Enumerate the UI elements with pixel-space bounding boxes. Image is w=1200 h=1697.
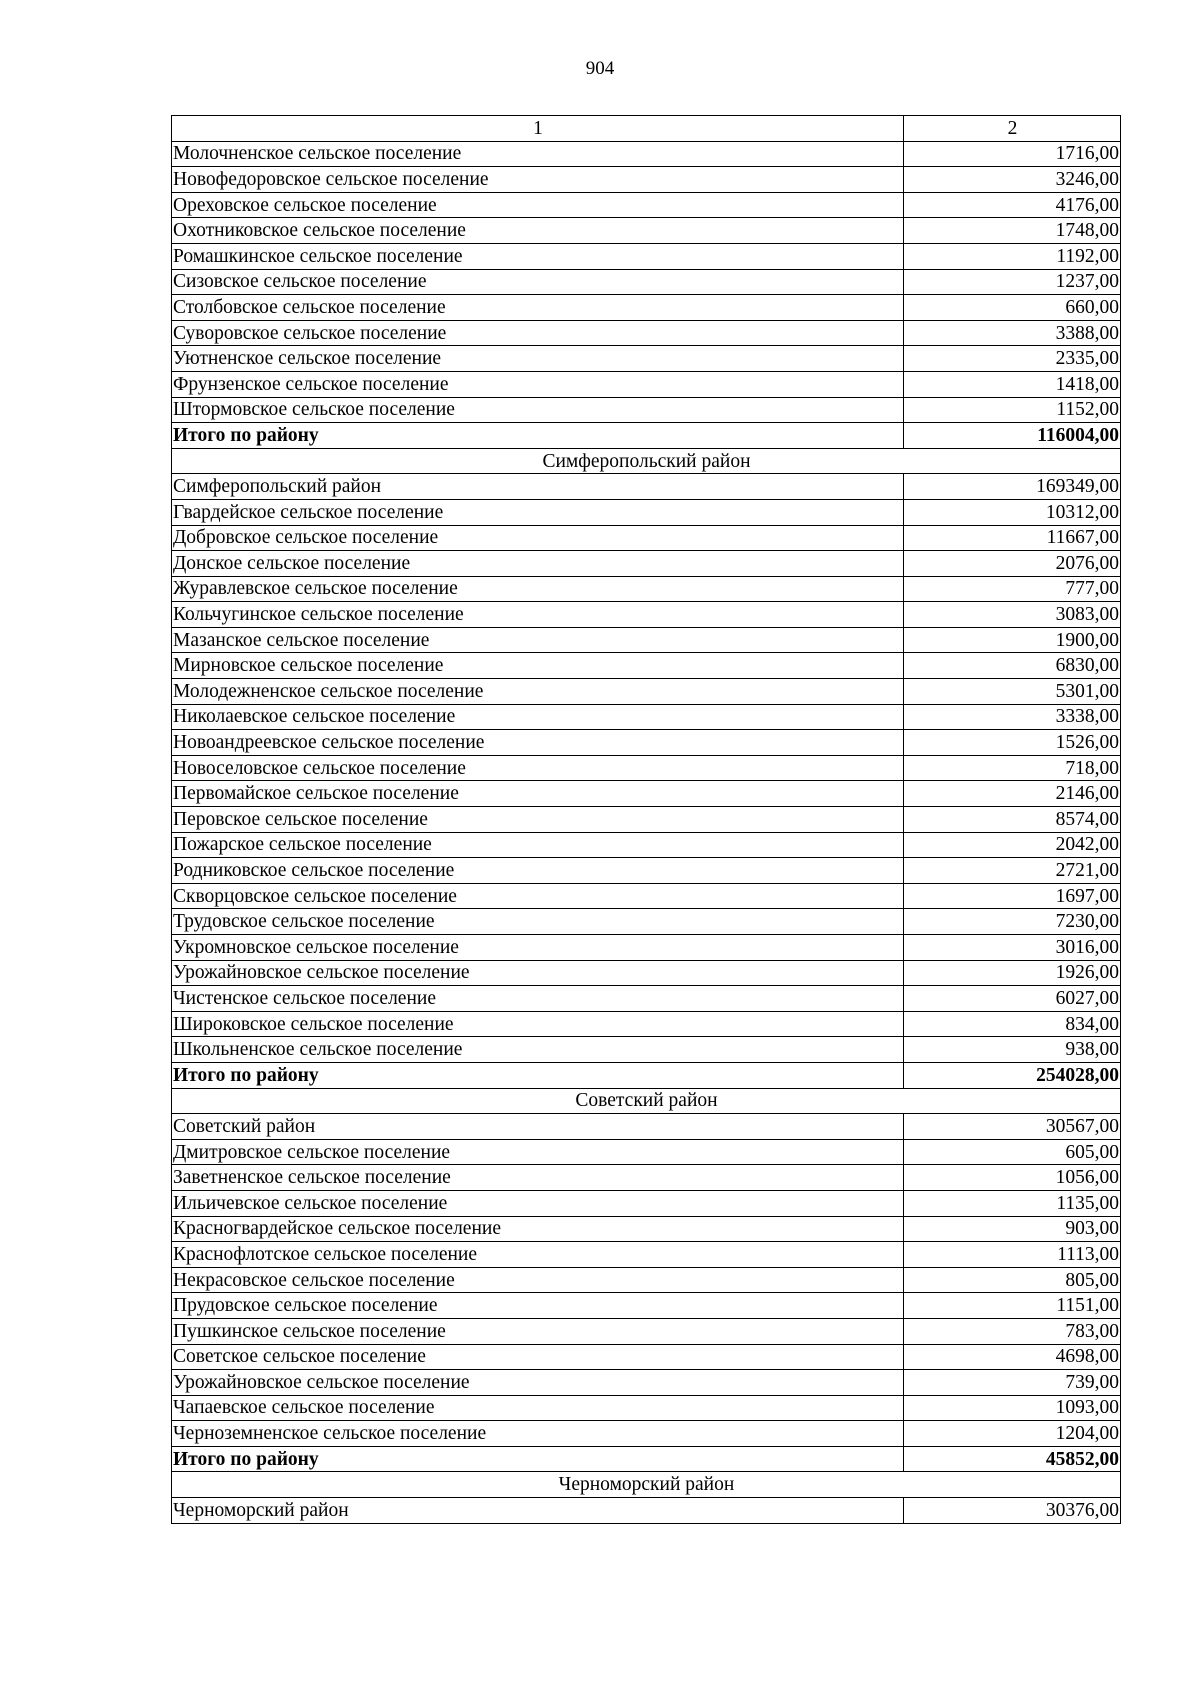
amount-value: 903,00 <box>904 1216 1121 1242</box>
settlement-name: Штормовское сельское поселение <box>172 397 904 423</box>
settlement-name: Журавлевское сельское поселение <box>172 576 904 602</box>
table-row <box>172 653 1121 679</box>
amount-value: 3246,00 <box>904 167 1121 193</box>
table-row <box>172 269 1121 295</box>
settlement-name: Столбовское сельское поселение <box>172 295 904 321</box>
table-row <box>172 167 1121 193</box>
amount-value: 3016,00 <box>904 935 1121 961</box>
settlement-name: Первомайское сельское поселение <box>172 781 904 807</box>
column-header-2: 2 <box>904 116 1121 142</box>
table-row <box>172 1498 1121 1524</box>
table-row <box>172 243 1121 269</box>
table-row <box>172 1216 1121 1242</box>
settlement-name: Фрунзенское сельское поселение <box>172 371 904 397</box>
settlement-name: Сизовское сельское поселение <box>172 269 904 295</box>
amount-value: 739,00 <box>904 1370 1121 1396</box>
settlement-name: Трудовское сельское поселение <box>172 909 904 935</box>
page-number: 904 <box>585 58 615 79</box>
table-row <box>172 1267 1121 1293</box>
table-row <box>172 730 1121 756</box>
total-amount: 45852,00 <box>904 1446 1121 1472</box>
amount-value: 1135,00 <box>904 1190 1121 1216</box>
amount-value: 718,00 <box>904 755 1121 781</box>
amount-value: 1056,00 <box>904 1165 1121 1191</box>
amount-value: 1204,00 <box>904 1421 1121 1447</box>
settlement-name: Охотниковское сельское поселение <box>172 218 904 244</box>
settlement-name: Мирновское сельское поселение <box>172 653 904 679</box>
table-row <box>172 909 1121 935</box>
settlement-name: Гвардейское сельское поселение <box>172 499 904 525</box>
amount-value: 7230,00 <box>904 909 1121 935</box>
amount-value: 783,00 <box>904 1318 1121 1344</box>
amount-value: 10312,00 <box>904 499 1121 525</box>
settlement-name: Урожайновское сельское поселение <box>172 960 904 986</box>
settlement-name: Новоандреевское сельское поселение <box>172 730 904 756</box>
amount-value: 30567,00 <box>904 1114 1121 1140</box>
district-section-title: Советский район <box>172 1088 1121 1114</box>
amount-value: 2721,00 <box>904 858 1121 884</box>
amount-value: 11667,00 <box>904 525 1121 551</box>
settlement-name: Советский район <box>172 1114 904 1140</box>
table-row <box>172 1293 1121 1319</box>
settlement-name: Симферопольский район <box>172 474 904 500</box>
table-row <box>172 346 1121 372</box>
settlement-name: Краснофлотское сельское поселение <box>172 1242 904 1268</box>
total-amount: 116004,00 <box>904 423 1121 449</box>
table-row <box>172 858 1121 884</box>
table-row <box>172 141 1121 167</box>
settlement-name: Родниковское сельское поселение <box>172 858 904 884</box>
table-row <box>172 499 1121 525</box>
section-header-row <box>172 448 1121 474</box>
budget-table <box>171 115 1121 1524</box>
settlement-name: Скворцовское сельское поселение <box>172 883 904 909</box>
settlement-name: Прудовское сельское поселение <box>172 1293 904 1319</box>
table-body <box>172 116 1121 1524</box>
table-row <box>172 679 1121 705</box>
settlement-name: Суворовское сельское поселение <box>172 320 904 346</box>
table-row <box>172 1139 1121 1165</box>
total-label: Итого по району <box>172 423 904 449</box>
settlement-name: Николаевское сельское поселение <box>172 704 904 730</box>
amount-value: 2076,00 <box>904 551 1121 577</box>
amount-value: 6830,00 <box>904 653 1121 679</box>
table-row <box>172 1421 1121 1447</box>
table-row <box>172 1190 1121 1216</box>
table-row <box>172 192 1121 218</box>
settlement-name: Молодежненское сельское поселение <box>172 679 904 705</box>
amount-value: 1748,00 <box>904 218 1121 244</box>
table-row <box>172 1165 1121 1191</box>
table-row <box>172 474 1121 500</box>
settlement-name: Новоселовское сельское поселение <box>172 755 904 781</box>
amount-value: 3338,00 <box>904 704 1121 730</box>
amount-value: 834,00 <box>904 1011 1121 1037</box>
amount-value: 3083,00 <box>904 602 1121 628</box>
table-row <box>172 320 1121 346</box>
settlement-name: Заветненское сельское поселение <box>172 1165 904 1191</box>
amount-value: 2042,00 <box>904 832 1121 858</box>
amount-value: 4176,00 <box>904 192 1121 218</box>
district-section-title: Симферопольский район <box>172 448 1121 474</box>
amount-value: 1418,00 <box>904 371 1121 397</box>
table-row <box>172 295 1121 321</box>
settlement-name: Ромашкинское сельское поселение <box>172 243 904 269</box>
table-row <box>172 551 1121 577</box>
settlement-name: Пушкинское сельское поселение <box>172 1318 904 1344</box>
amount-value: 1697,00 <box>904 883 1121 909</box>
amount-value: 3388,00 <box>904 320 1121 346</box>
settlement-name: Дмитровское сельское поселение <box>172 1139 904 1165</box>
table-row <box>172 525 1121 551</box>
amount-value: 1093,00 <box>904 1395 1121 1421</box>
table-row <box>172 704 1121 730</box>
amount-value: 805,00 <box>904 1267 1121 1293</box>
settlement-name: Донское сельское поселение <box>172 551 904 577</box>
settlement-name: Ореховское сельское поселение <box>172 192 904 218</box>
amount-value: 8574,00 <box>904 807 1121 833</box>
table-row <box>172 1344 1121 1370</box>
settlement-name: Советское сельское поселение <box>172 1344 904 1370</box>
table-row <box>172 1037 1121 1063</box>
table-row <box>172 1114 1121 1140</box>
amount-value: 1151,00 <box>904 1293 1121 1319</box>
settlement-name: Чистенское сельское поселение <box>172 986 904 1012</box>
settlement-name: Урожайновское сельское поселение <box>172 1370 904 1396</box>
amount-value: 1152,00 <box>904 397 1121 423</box>
total-row <box>172 1446 1121 1472</box>
amount-value: 6027,00 <box>904 986 1121 1012</box>
total-row <box>172 1062 1121 1088</box>
amount-value: 938,00 <box>904 1037 1121 1063</box>
amount-value: 1526,00 <box>904 730 1121 756</box>
table-row <box>172 1011 1121 1037</box>
table-row <box>172 807 1121 833</box>
table-row <box>172 602 1121 628</box>
settlement-name: Новофедоровское сельское поселение <box>172 167 904 193</box>
amount-value: 2335,00 <box>904 346 1121 372</box>
amount-value: 30376,00 <box>904 1498 1121 1524</box>
total-amount: 254028,00 <box>904 1062 1121 1088</box>
total-row <box>172 423 1121 449</box>
settlement-name: Некрасовское сельское поселение <box>172 1267 904 1293</box>
table-row <box>172 371 1121 397</box>
amount-value: 169349,00 <box>904 474 1121 500</box>
table-row <box>172 755 1121 781</box>
settlement-name: Молочненское сельское поселение <box>172 141 904 167</box>
amount-value: 1716,00 <box>904 141 1121 167</box>
settlement-name: Черноземненское сельское поселение <box>172 1421 904 1447</box>
amount-value: 2146,00 <box>904 781 1121 807</box>
table-row <box>172 986 1121 1012</box>
settlement-name: Красногвардейское сельское поселение <box>172 1216 904 1242</box>
table-row <box>172 397 1121 423</box>
settlement-name: Добровское сельское поселение <box>172 525 904 551</box>
section-header-row <box>172 1472 1121 1498</box>
settlement-name: Мазанское сельское поселение <box>172 627 904 653</box>
settlement-name: Ильичевское сельское поселение <box>172 1190 904 1216</box>
settlement-name: Уютненское сельское поселение <box>172 346 904 372</box>
table-row <box>172 960 1121 986</box>
section-header-row <box>172 1088 1121 1114</box>
table-row <box>172 1318 1121 1344</box>
settlement-name: Черноморский район <box>172 1498 904 1524</box>
district-section-title: Черноморский район <box>172 1472 1121 1498</box>
settlement-name: Школьненское сельское поселение <box>172 1037 904 1063</box>
settlement-name: Укромновское сельское поселение <box>172 935 904 961</box>
table-row <box>172 1370 1121 1396</box>
settlement-name: Перовское сельское поселение <box>172 807 904 833</box>
settlement-name: Кольчугинское сельское поселение <box>172 602 904 628</box>
total-label: Итого по району <box>172 1062 904 1088</box>
column-header-1: 1 <box>172 116 904 142</box>
amount-value: 4698,00 <box>904 1344 1121 1370</box>
table-row <box>172 935 1121 961</box>
amount-value: 1192,00 <box>904 243 1121 269</box>
table-row <box>172 1242 1121 1268</box>
amount-value: 5301,00 <box>904 679 1121 705</box>
amount-value: 605,00 <box>904 1139 1121 1165</box>
settlement-name: Широковское сельское поселение <box>172 1011 904 1037</box>
amount-value: 1113,00 <box>904 1242 1121 1268</box>
table-row <box>172 883 1121 909</box>
table-row <box>172 576 1121 602</box>
amount-value: 660,00 <box>904 295 1121 321</box>
table-header-row <box>172 116 1121 142</box>
table-row <box>172 832 1121 858</box>
table-row <box>172 1395 1121 1421</box>
amount-value: 1900,00 <box>904 627 1121 653</box>
amount-value: 1926,00 <box>904 960 1121 986</box>
total-label: Итого по району <box>172 1446 904 1472</box>
settlement-name: Пожарское сельское поселение <box>172 832 904 858</box>
table-row <box>172 627 1121 653</box>
amount-value: 777,00 <box>904 576 1121 602</box>
table-row <box>172 218 1121 244</box>
table-row <box>172 781 1121 807</box>
settlement-name: Чапаевское сельское поселение <box>172 1395 904 1421</box>
amount-value: 1237,00 <box>904 269 1121 295</box>
